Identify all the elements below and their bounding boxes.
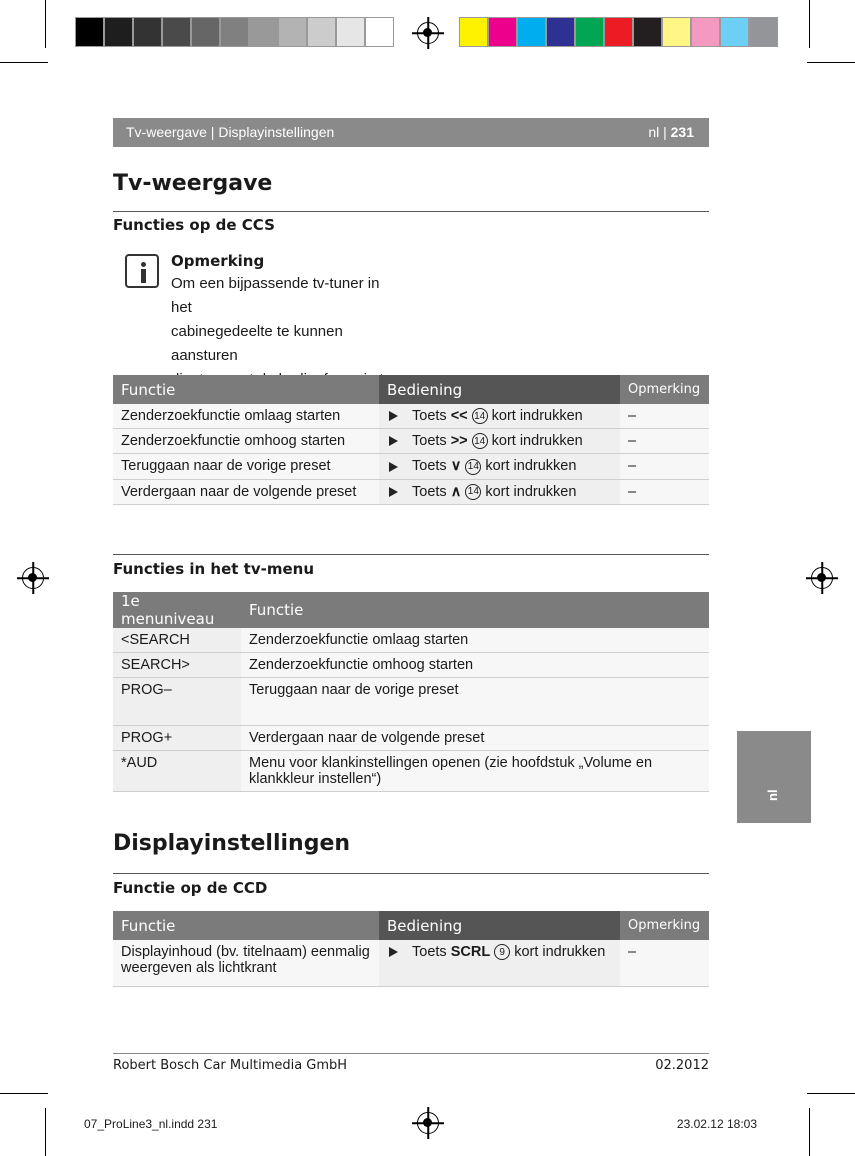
table-row: Zenderzoekfunctie omlaag starten Toets << 14 kort indrukken – bbox=[113, 404, 709, 429]
print-slug-file: 07_ProLine3_nl.indd 231 bbox=[84, 1117, 218, 1131]
table-row: Verdergaan naar de volgende preset Toets ∧ 14 kort indrukken – bbox=[113, 479, 709, 504]
page-header bbox=[113, 118, 709, 147]
table-row: Zenderzoekfunctie omhoog starten Toets >> 14 kort indrukken – bbox=[113, 429, 709, 454]
crop-mark bbox=[0, 62, 48, 63]
subtitle-tv-menu: Functies in het tv-menu bbox=[113, 560, 315, 578]
col-header-function: Functie bbox=[113, 375, 379, 404]
col-header-operation: Bediening bbox=[379, 911, 620, 940]
bullet-arrow-icon bbox=[389, 411, 398, 421]
key-number-badge: 14 bbox=[465, 459, 481, 475]
table-row: Displayinhoud (bv. titelnaam) eenmalig weergeven als lichtkrant Toets SCRL 9 kort indrukken – bbox=[113, 940, 709, 986]
section-title-display: Displayinstellingen bbox=[113, 831, 351, 856]
crop-mark bbox=[809, 0, 810, 48]
key-number-badge: 9 bbox=[494, 944, 510, 960]
crop-mark bbox=[45, 1108, 46, 1156]
col-header-remark: Opmerking bbox=[620, 911, 709, 940]
table-row: PROG– Teruggaan naar de vorige preset bbox=[113, 678, 709, 726]
grayscale-calibration-bar bbox=[75, 17, 394, 47]
footer-date: 02.2012 bbox=[655, 1058, 709, 1073]
bullet-arrow-icon bbox=[389, 947, 398, 957]
divider bbox=[113, 873, 709, 874]
key-number-badge: 14 bbox=[465, 484, 481, 500]
col-header-function: Functie bbox=[241, 592, 709, 628]
col-header-menu-level: 1e menuniveau bbox=[113, 592, 241, 628]
footer-divider bbox=[113, 1053, 709, 1054]
crop-mark bbox=[45, 0, 46, 48]
bullet-arrow-icon bbox=[389, 436, 398, 446]
header-page-number: nl | 231 bbox=[648, 124, 694, 140]
table-header-row bbox=[113, 592, 709, 628]
registration-mark-icon bbox=[811, 567, 833, 589]
col-header-function: Functie bbox=[113, 911, 379, 940]
footer-company: Robert Bosch Car Multimedia GmbH bbox=[113, 1058, 348, 1073]
divider bbox=[113, 554, 709, 555]
crop-mark bbox=[809, 1108, 810, 1156]
crop-mark bbox=[0, 1093, 48, 1094]
note-text: Om een bijpassende tv-tuner in het cabinegedeelte te kunnen aansturen bbox=[171, 275, 380, 364]
crop-mark bbox=[807, 1093, 855, 1094]
table-header-row bbox=[113, 911, 709, 940]
crop-mark bbox=[807, 62, 855, 63]
section-title-tv: Tv-weergave bbox=[113, 171, 273, 196]
info-icon bbox=[125, 254, 159, 288]
col-header-remark: Opmerking bbox=[620, 375, 709, 404]
print-slug-date: 23.02.12 18:03 bbox=[676, 1117, 757, 1131]
subtitle-ccd: Functie op de CCD bbox=[113, 879, 268, 897]
tv-menu-table bbox=[113, 592, 709, 792]
chevron-up-icon: ∧ bbox=[450, 483, 462, 500]
col-header-operation: Bediening bbox=[379, 375, 620, 404]
registration-mark-icon bbox=[417, 1112, 439, 1134]
language-side-tab: nl bbox=[737, 731, 811, 823]
key-number-badge: 14 bbox=[472, 408, 488, 424]
bullet-arrow-icon bbox=[389, 462, 398, 472]
note-title: Opmerking bbox=[171, 252, 265, 270]
registration-mark-icon bbox=[417, 22, 439, 44]
table-header-row bbox=[113, 375, 709, 404]
ccs-functions-table bbox=[113, 375, 709, 505]
table-row: *AUD Menu voor klankinstellingen openen (zie hoofdstuk „Volume en klankkleur instellen“) bbox=[113, 751, 709, 792]
subtitle-ccs: Functies op de CCS bbox=[113, 216, 275, 234]
divider bbox=[113, 211, 709, 212]
chevron-down-icon: ∨ bbox=[450, 458, 462, 475]
registration-mark-icon bbox=[22, 567, 44, 589]
key-number-badge: 14 bbox=[472, 433, 488, 449]
header-title: Tv-weergave | Displayinstellingen bbox=[126, 124, 335, 140]
table-row: <SEARCH Zenderzoekfunctie omlaag starten bbox=[113, 628, 709, 653]
table-row: PROG+ Verdergaan naar de volgende preset bbox=[113, 726, 709, 751]
table-row: SEARCH> Zenderzoekfunctie omhoog starten bbox=[113, 653, 709, 678]
ccd-functions-table bbox=[113, 911, 709, 987]
table-row: Teruggaan naar de vorige preset Toets ∨ 14 kort indrukken – bbox=[113, 454, 709, 479]
bullet-arrow-icon bbox=[389, 487, 398, 497]
color-calibration-bar bbox=[459, 17, 778, 47]
